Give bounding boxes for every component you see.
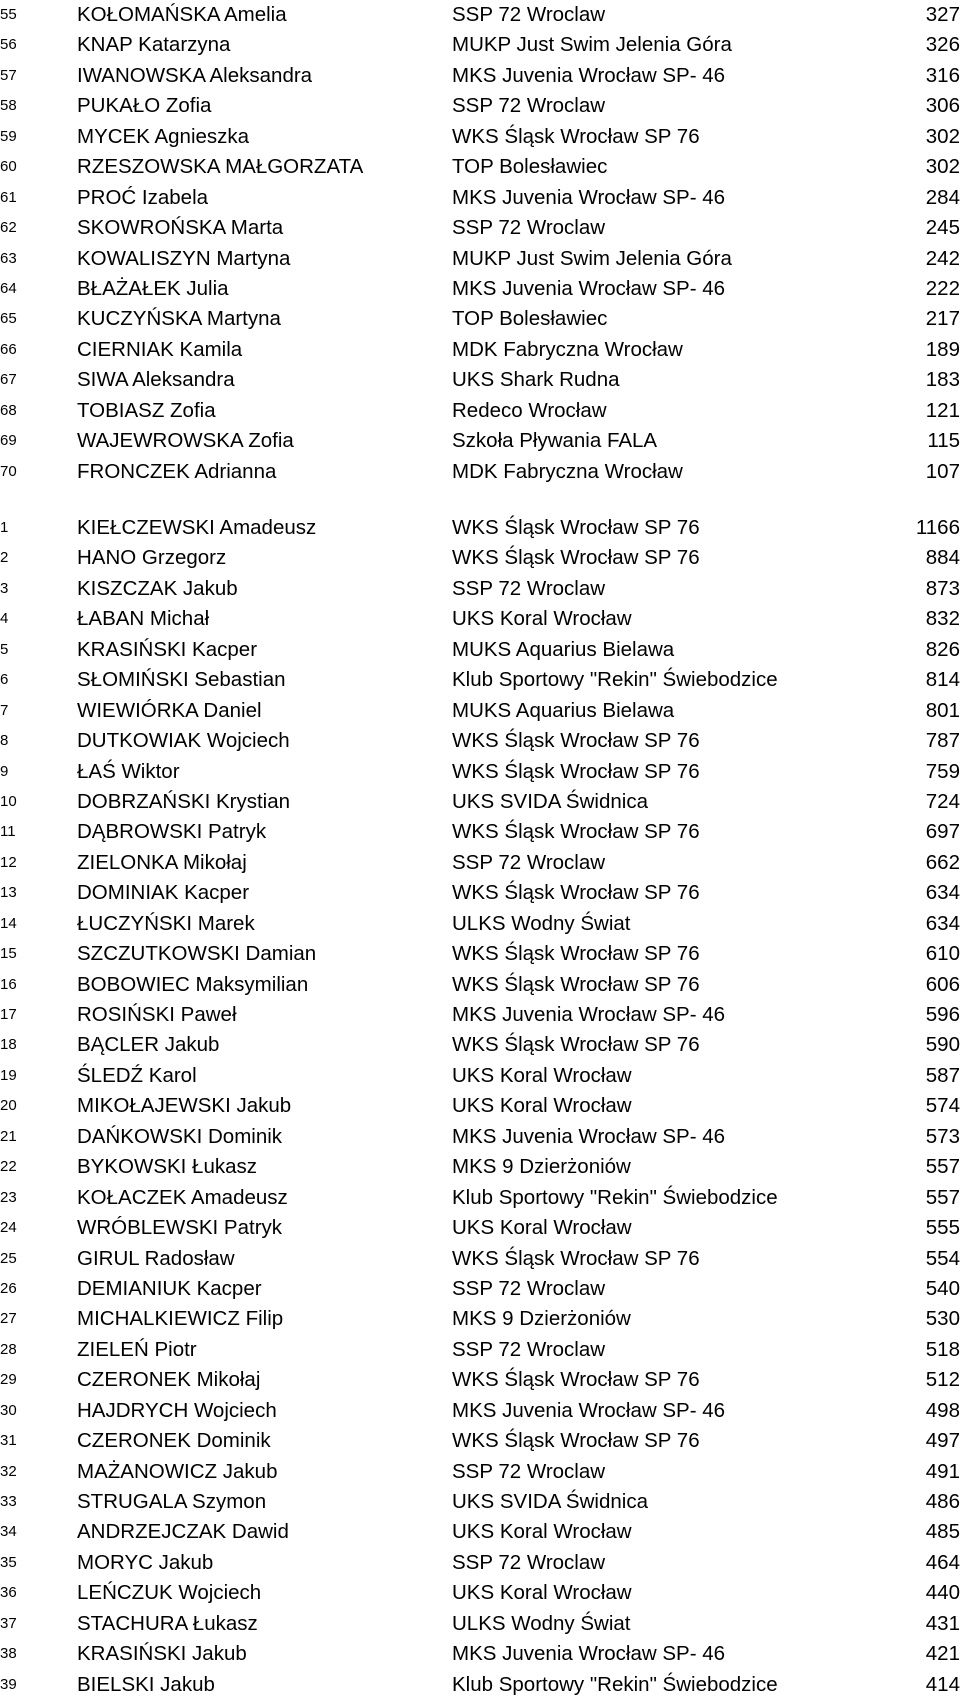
- name-cell: BIELSKI Jakub: [77, 1672, 215, 1696]
- points-cell: 554: [925, 1246, 960, 1270]
- club-cell: TOP Bolesławiec: [452, 307, 608, 331]
- name-cell: ŁUCZYŃSKI Marek: [77, 911, 255, 935]
- rank-cell: 16: [0, 975, 17, 993]
- name-cell: ŁAŚ Wiktor: [77, 759, 180, 783]
- name-cell: WIEWIÓRKA Daniel: [77, 698, 262, 722]
- name-cell: BYKOWSKI Łukasz: [77, 1155, 258, 1179]
- points-cell: 787: [925, 729, 960, 753]
- points-cell: 512: [925, 1368, 960, 1392]
- name-cell: KOŁOMAŃSKA Amelia: [77, 3, 287, 26]
- rank-cell: 69: [0, 432, 17, 450]
- club-cell: SSP 72 Wroclaw: [452, 1337, 606, 1361]
- table-row: [0, 1548, 960, 1578]
- club-cell: UKS Shark Rudna: [452, 368, 620, 392]
- table-row: [0, 1122, 960, 1152]
- table-row: [0, 1091, 960, 1121]
- table-row: [0, 30, 960, 60]
- points-cell: 590: [925, 1033, 960, 1057]
- rank-cell: 58: [0, 97, 17, 115]
- table-row: [0, 1213, 960, 1243]
- points-cell: 557: [925, 1185, 960, 1209]
- table-row: [0, 1000, 960, 1030]
- table-row: [0, 335, 960, 365]
- rank-cell: 29: [0, 1371, 17, 1389]
- points-cell: 662: [925, 850, 960, 874]
- points-cell: 518: [925, 1337, 960, 1361]
- rank-cell: 14: [0, 914, 17, 932]
- points-cell: 634: [925, 881, 960, 905]
- table-row: [0, 1609, 960, 1639]
- name-cell: WRÓBLEWSKI Patryk: [77, 1216, 283, 1240]
- points-cell: 540: [925, 1276, 960, 1300]
- name-cell: CIERNIAK Kamila: [77, 337, 243, 361]
- table-row: [0, 0, 960, 30]
- table-row: [0, 1457, 960, 1487]
- club-cell: WKS Śląsk Wrocław SP 76: [452, 820, 700, 844]
- table-row: [0, 1244, 960, 1274]
- name-cell: FRONCZEK Adrianna: [77, 459, 277, 483]
- rank-cell: 56: [0, 36, 17, 54]
- name-cell: GIRUL Radosław: [77, 1246, 235, 1270]
- points-cell: 189: [925, 337, 960, 361]
- points-cell: 498: [925, 1398, 960, 1422]
- points-cell: 491: [925, 1459, 960, 1483]
- rank-cell: 30: [0, 1401, 17, 1419]
- club-cell: Klub Sportowy "Rekin" Świebodzice: [452, 668, 778, 692]
- points-cell: 610: [925, 942, 960, 966]
- rank-cell: 55: [0, 6, 17, 23]
- club-cell: UKS Koral Wrocław: [452, 1216, 632, 1240]
- rank-cell: 20: [0, 1097, 17, 1115]
- points-cell: 814: [925, 668, 960, 692]
- table-row: [0, 274, 960, 304]
- club-cell: ULKS Wodny Świat: [452, 1611, 631, 1635]
- points-cell: 596: [925, 1003, 960, 1026]
- rank-cell: 31: [0, 1432, 17, 1450]
- table-row: [0, 604, 960, 634]
- points-cell: 284: [925, 185, 960, 209]
- rank-cell: 21: [0, 1127, 17, 1145]
- rank-cell: 68: [0, 401, 17, 419]
- name-cell: DUTKOWIAK Wojciech: [77, 729, 290, 753]
- table-row: [0, 665, 960, 695]
- rank-cell: 18: [0, 1036, 17, 1054]
- table-row: [0, 696, 960, 726]
- name-cell: IWANOWSKA Aleksandra: [77, 63, 313, 87]
- name-cell: KISZCZAK Jakub: [77, 576, 238, 600]
- name-cell: CZERONEK Mikołaj: [77, 1368, 261, 1392]
- name-cell: MIKOŁAJEWSKI Jakub: [77, 1094, 292, 1118]
- points-cell: 634: [925, 911, 960, 935]
- name-cell: DĄBROWSKI Patryk: [77, 820, 267, 844]
- name-cell: RZESZOWSKA MAŁGORZATA: [77, 155, 364, 179]
- table-row: [0, 939, 960, 969]
- name-cell: MICHALKIEWICZ Filip: [77, 1307, 284, 1331]
- points-cell: 530: [925, 1307, 960, 1331]
- rank-cell: 8: [0, 732, 9, 750]
- name-cell: ŁABAN Michał: [77, 607, 210, 631]
- name-cell: DAŃKOWSKI Dominik: [77, 1124, 283, 1148]
- table-row: [0, 1335, 960, 1365]
- points-cell: 587: [925, 1063, 960, 1087]
- table-row: [0, 817, 960, 847]
- rank-cell: 38: [0, 1645, 17, 1663]
- club-cell: UKS Koral Wrocław: [452, 1520, 632, 1544]
- name-cell: ROSIŃSKI Paweł: [77, 1003, 237, 1026]
- rank-cell: 63: [0, 249, 17, 267]
- table-row: [0, 787, 960, 817]
- points-cell: 326: [925, 33, 960, 57]
- table-row: [0, 1670, 960, 1700]
- name-cell: HAJDRYCH Wojciech: [77, 1398, 277, 1422]
- points-cell: 217: [925, 307, 960, 331]
- points-cell: 555: [925, 1216, 960, 1240]
- club-cell: WKS Śląsk Wrocław SP 76: [452, 516, 700, 539]
- table-row: [0, 1152, 960, 1182]
- rank-cell: 19: [0, 1066, 17, 1084]
- table-row: [0, 426, 960, 456]
- results-table-girls: [0, 0, 960, 487]
- club-cell: WKS Śląsk Wrocław SP 76: [452, 124, 700, 148]
- points-cell: 107: [925, 459, 960, 483]
- rank-cell: 28: [0, 1340, 17, 1358]
- club-cell: WKS Śląsk Wrocław SP 76: [452, 729, 700, 753]
- name-cell: DOMINIAK Kacper: [77, 881, 250, 905]
- rank-cell: 65: [0, 310, 17, 328]
- name-cell: BĄCLER Jakub: [77, 1033, 220, 1057]
- name-cell: KOŁACZEK Amadeusz: [77, 1185, 288, 1209]
- club-cell: WKS Śląsk Wrocław SP 76: [452, 1368, 700, 1392]
- table-row: [0, 1365, 960, 1395]
- club-cell: UKS Koral Wrocław: [452, 607, 632, 631]
- club-cell: WKS Śląsk Wrocław SP 76: [452, 1246, 700, 1270]
- table-row: [0, 304, 960, 334]
- club-cell: MKS 9 Dzierżoniów: [452, 1307, 631, 1331]
- club-cell: MKS Juvenia Wrocław SP- 46: [452, 1124, 726, 1148]
- points-cell: 485: [925, 1520, 960, 1544]
- table-row: [0, 970, 960, 1000]
- rank-cell: 3: [0, 579, 9, 597]
- club-cell: SSP 72 Wroclaw: [452, 576, 606, 600]
- name-cell: KIEŁCZEWSKI Amadeusz: [77, 516, 317, 539]
- rank-cell: 1: [0, 519, 9, 536]
- rank-cell: 6: [0, 671, 9, 689]
- rank-cell: 10: [0, 792, 17, 810]
- table-row: [0, 457, 960, 487]
- club-cell: MUKP Just Swim Jelenia Góra: [452, 246, 732, 270]
- rank-cell: 7: [0, 701, 9, 719]
- club-cell: ULKS Wodny Świat: [452, 911, 631, 935]
- club-cell: UKS Koral Wrocław: [452, 1094, 632, 1118]
- points-cell: 302: [925, 155, 960, 179]
- table-row: [0, 574, 960, 604]
- name-cell: KRASIŃSKI Kacper: [77, 637, 258, 661]
- rank-cell: 26: [0, 1279, 17, 1297]
- name-cell: WAJEWROWSKA Zofia: [77, 429, 294, 453]
- club-cell: SSP 72 Wroclaw: [452, 216, 606, 240]
- table-row: [0, 396, 960, 426]
- points-cell: 183: [925, 368, 960, 392]
- club-cell: MKS Juvenia Wrocław SP- 46: [452, 1642, 726, 1666]
- name-cell: STRUGALA Szymon: [77, 1490, 267, 1513]
- points-cell: 573: [925, 1124, 960, 1148]
- rank-cell: 11: [0, 823, 16, 841]
- name-cell: CZERONEK Dominik: [77, 1429, 271, 1453]
- name-cell: KRASIŃSKI Jakub: [77, 1642, 247, 1666]
- table-row: [0, 244, 960, 274]
- club-cell: MDK Fabryczna Wrocław: [452, 459, 683, 483]
- points-cell: 115: [927, 429, 960, 453]
- club-cell: MKS Juvenia Wrocław SP- 46: [452, 63, 726, 87]
- points-cell: 302: [925, 124, 960, 148]
- club-cell: UKS SVIDA Świdnica: [452, 789, 648, 813]
- points-cell: 414: [925, 1672, 960, 1696]
- rank-cell: 35: [0, 1553, 17, 1571]
- club-cell: MKS Juvenia Wrocław SP- 46: [452, 276, 726, 300]
- club-cell: WKS Śląsk Wrocław SP 76: [452, 546, 700, 570]
- club-cell: WKS Śląsk Wrocław SP 76: [452, 759, 700, 783]
- name-cell: LEŃCZUK Wojciech: [77, 1581, 262, 1605]
- name-cell: KNAP Katarzyna: [77, 33, 231, 57]
- rank-cell: 37: [0, 1614, 17, 1632]
- club-cell: WKS Śląsk Wrocław SP 76: [452, 881, 700, 905]
- points-cell: 316: [925, 63, 960, 87]
- rank-cell: 33: [0, 1493, 17, 1510]
- points-cell: 245: [925, 216, 960, 240]
- points-cell: 801: [925, 698, 960, 722]
- club-cell: Szkoła Pływania FALA: [452, 429, 658, 453]
- name-cell: PUKAŁO Zofia: [77, 94, 212, 118]
- rank-cell: 25: [0, 1249, 17, 1267]
- name-cell: ŚLEDŹ Karol: [77, 1063, 197, 1087]
- points-cell: 440: [925, 1581, 960, 1605]
- rank-cell: 34: [0, 1523, 17, 1541]
- rank-cell: 5: [0, 640, 9, 658]
- name-cell: DOBRZAŃSKI Krystian: [77, 789, 291, 813]
- name-cell: ANDRZEJCZAK Dawid: [77, 1520, 289, 1544]
- rank-cell: 61: [0, 188, 17, 206]
- table-row: [0, 513, 960, 543]
- points-cell: 832: [925, 607, 960, 631]
- club-cell: Redeco Wrocław: [452, 398, 607, 422]
- rank-cell: 2: [0, 549, 9, 567]
- name-cell: HANO Grzegorz: [77, 546, 227, 570]
- name-cell: DEMIANIUK Kacper: [77, 1276, 262, 1300]
- club-cell: SSP 72 Wroclaw: [452, 94, 606, 118]
- rank-cell: 66: [0, 340, 17, 358]
- club-cell: MUKP Just Swim Jelenia Góra: [452, 33, 732, 57]
- points-cell: 557: [925, 1155, 960, 1179]
- name-cell: ZIELONKA Mikołaj: [77, 850, 247, 874]
- club-cell: Klub Sportowy "Rekin" Świebodzice: [452, 1672, 778, 1696]
- rank-cell: 27: [0, 1310, 17, 1328]
- rank-cell: 23: [0, 1188, 17, 1206]
- table-row: [0, 213, 960, 243]
- rank-cell: 57: [0, 66, 17, 84]
- table-row: [0, 726, 960, 756]
- club-cell: UKS SVIDA Świdnica: [452, 1490, 648, 1513]
- table-row: [0, 61, 960, 91]
- table-row: [0, 183, 960, 213]
- club-cell: SSP 72 Wroclaw: [452, 3, 606, 26]
- name-cell: ZIELEŃ Piotr: [77, 1337, 197, 1361]
- table-row: [0, 1487, 960, 1517]
- name-cell: TOBIASZ Zofia: [77, 398, 216, 422]
- club-cell: SSP 72 Wroclaw: [452, 1550, 606, 1574]
- table-row: [0, 1639, 960, 1669]
- club-cell: MDK Fabryczna Wrocław: [452, 337, 683, 361]
- points-cell: 242: [925, 246, 960, 270]
- club-cell: SSP 72 Wroclaw: [452, 1276, 606, 1300]
- club-cell: WKS Śląsk Wrocław SP 76: [452, 942, 700, 966]
- table-row: [0, 1578, 960, 1608]
- name-cell: KUCZYŃSKA Martyna: [77, 307, 281, 331]
- club-cell: UKS Koral Wrocław: [452, 1581, 632, 1605]
- name-cell: KOWALISZYN Martyna: [77, 246, 291, 270]
- club-cell: SSP 72 Wroclaw: [452, 850, 606, 874]
- points-cell: 121: [925, 398, 960, 422]
- rank-cell: 4: [0, 610, 9, 628]
- table-row: [0, 635, 960, 665]
- club-cell: WKS Śląsk Wrocław SP 76: [452, 972, 700, 996]
- points-cell: 724: [925, 789, 960, 813]
- name-cell: PROĆ Izabela: [77, 185, 209, 209]
- table-row: [0, 152, 960, 182]
- club-cell: MUKS Aquarius Bielawa: [452, 698, 675, 722]
- results-table-boys: [0, 513, 960, 1700]
- points-cell: 1166: [915, 516, 960, 539]
- rank-cell: 62: [0, 219, 17, 237]
- name-cell: SZCZUTKOWSKI Damian: [77, 942, 317, 966]
- table-row: [0, 1274, 960, 1304]
- points-cell: 697: [925, 820, 960, 844]
- club-cell: MUKS Aquarius Bielawa: [452, 637, 675, 661]
- table-row: [0, 848, 960, 878]
- name-cell: SIWA Aleksandra: [77, 368, 235, 392]
- points-cell: 421: [925, 1642, 960, 1666]
- club-cell: TOP Bolesławiec: [452, 155, 608, 179]
- table-row: [0, 91, 960, 121]
- club-cell: MKS Juvenia Wrocław SP- 46: [452, 1398, 726, 1422]
- points-cell: 497: [925, 1429, 960, 1453]
- points-cell: 464: [925, 1550, 960, 1574]
- club-cell: MKS 9 Dzierżoniów: [452, 1155, 631, 1179]
- rank-cell: 59: [0, 127, 17, 145]
- points-cell: 431: [925, 1611, 960, 1635]
- points-cell: 306: [925, 94, 960, 118]
- name-cell: BŁAŻAŁEK Julia: [77, 276, 229, 300]
- table-row: [0, 1304, 960, 1334]
- table-row: [0, 909, 960, 939]
- table-row: [0, 543, 960, 573]
- points-cell: 826: [925, 637, 960, 661]
- name-cell: BOBOWIEC Maksymilian: [77, 972, 309, 996]
- club-cell: MKS Juvenia Wrocław SP- 46: [452, 185, 726, 209]
- rank-cell: 64: [0, 279, 17, 297]
- rank-cell: 13: [0, 884, 17, 902]
- points-cell: 884: [925, 546, 960, 570]
- points-cell: 606: [925, 972, 960, 996]
- table-row: [0, 122, 960, 152]
- points-cell: 759: [925, 759, 960, 783]
- table-row: [0, 1396, 960, 1426]
- name-cell: MAŻANOWICZ Jakub: [77, 1459, 278, 1483]
- rank-cell: 17: [0, 1006, 17, 1023]
- club-cell: Klub Sportowy "Rekin" Świebodzice: [452, 1185, 778, 1209]
- table-row: [0, 1517, 960, 1547]
- table-row: [0, 365, 960, 395]
- rank-cell: 60: [0, 158, 17, 176]
- table-row: [0, 1030, 960, 1060]
- points-cell: 327: [925, 3, 960, 26]
- rank-cell: 24: [0, 1219, 17, 1237]
- rank-cell: 70: [0, 462, 17, 480]
- club-cell: MKS Juvenia Wrocław SP- 46: [452, 1003, 726, 1026]
- club-cell: SSP 72 Wroclaw: [452, 1459, 606, 1483]
- club-cell: UKS Koral Wrocław: [452, 1063, 632, 1087]
- club-cell: WKS Śląsk Wrocław SP 76: [452, 1429, 700, 1453]
- table-row: [0, 1426, 960, 1456]
- rank-cell: 9: [0, 762, 9, 780]
- rank-cell: 39: [0, 1675, 17, 1693]
- rank-cell: 15: [0, 945, 17, 963]
- rank-cell: 67: [0, 371, 17, 389]
- points-cell: 486: [925, 1490, 960, 1513]
- name-cell: MORYC Jakub: [77, 1550, 214, 1574]
- table-row: [0, 1183, 960, 1213]
- rank-cell: 22: [0, 1158, 17, 1176]
- name-cell: SKOWROŃSKA Marta: [77, 216, 284, 240]
- name-cell: MYCEK Agnieszka: [77, 124, 250, 148]
- table-row: [0, 878, 960, 908]
- rank-cell: 36: [0, 1584, 17, 1602]
- rank-cell: 32: [0, 1462, 17, 1480]
- table-row: [0, 1061, 960, 1091]
- table-row: [0, 757, 960, 787]
- points-cell: 574: [925, 1094, 960, 1118]
- rank-cell: 12: [0, 853, 17, 871]
- club-cell: WKS Śląsk Wrocław SP 76: [452, 1033, 700, 1057]
- name-cell: STACHURA Łukasz: [77, 1611, 258, 1635]
- points-cell: 873: [925, 576, 960, 600]
- name-cell: SŁOMIŃSKI Sebastian: [77, 668, 286, 692]
- points-cell: 222: [925, 276, 960, 300]
